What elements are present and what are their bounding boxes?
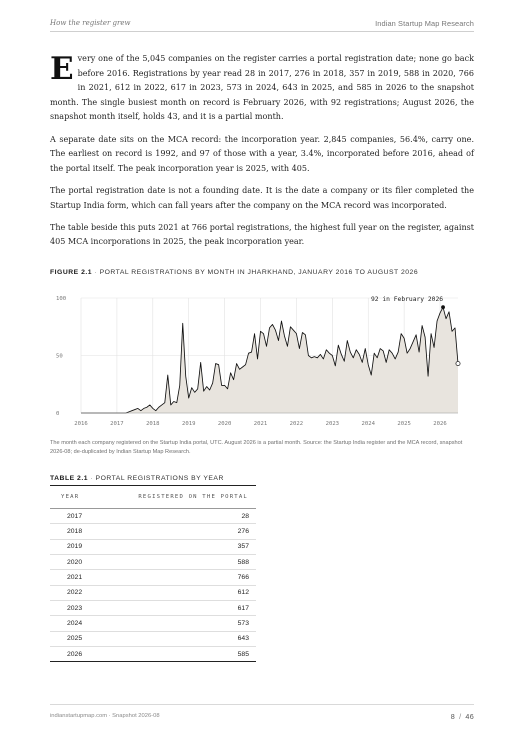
- figure-separator: ·: [94, 269, 98, 276]
- paragraph-3: The portal registration date is not a founding date. It is the date a company or its filer completed the Startup India form, which can fall years after the company on the MCA record was incorporated.: [50, 185, 474, 210]
- registrations-table: [50, 485, 256, 662]
- table-caption: [50, 475, 350, 482]
- table-row: [50, 555, 256, 570]
- page-footer: [50, 710, 474, 722]
- table-label: TABLE 2.1: [50, 475, 88, 482]
- series-area: [81, 307, 458, 413]
- table-row: [50, 540, 256, 555]
- paragraph-4: The table beside this puts 2021 at 766 portal registrations, the highest full year on the register, against 405 MCA incorporations in 2025, the peak incorporation year.: [50, 222, 474, 247]
- row-value: 588: [237, 558, 249, 566]
- drop-cap: E: [50, 51, 74, 87]
- table-header: [50, 486, 256, 509]
- row-value: 585: [237, 650, 249, 658]
- row-year: 2018: [67, 528, 83, 536]
- x-tick-label: 2016: [74, 421, 88, 427]
- row-value: 573: [237, 620, 249, 628]
- x-tick-label: 2020: [217, 421, 232, 427]
- figure-caption: [50, 269, 480, 276]
- current-page: 8: [450, 711, 456, 721]
- figure-label: FIGURE 2.1: [50, 269, 93, 276]
- footer-rule: [50, 704, 474, 705]
- row-year: 2020: [67, 558, 83, 566]
- row-value: 643: [237, 635, 249, 643]
- paragraph-2: A separate date sits on the MCA record: the incorporation year. 2,845 companies, 56.4%, carry one. The earliest on record is 1992, and 97 of those with a year, 3.4%, incorporated before 2016, ahead of the portal itself. The peak incorporation year is 2025, with 405.: [50, 134, 474, 173]
- x-tick-label: 2025: [397, 421, 411, 427]
- table-row: [50, 570, 256, 585]
- chapter-title: How the register grew: [50, 19, 131, 27]
- x-tick-label: 2017: [110, 421, 124, 427]
- y-tick-label: 50: [56, 353, 63, 360]
- figure-title: PORTAL REGISTRATIONS BY MONTH IN JHARKHAND, JANUARY 2016 TO AUGUST 2026: [99, 269, 419, 276]
- row-value: 357: [237, 543, 249, 551]
- running-head: [50, 16, 474, 30]
- table-row: [50, 632, 256, 647]
- publication-name: Indian Startup Map Research: [375, 18, 474, 28]
- table-row: [50, 601, 256, 616]
- row-value: 617: [237, 604, 249, 612]
- row-value: 276: [237, 528, 249, 536]
- page-slash: /: [459, 711, 462, 721]
- row-year: 2019: [67, 543, 83, 551]
- row-year: 2023: [67, 604, 83, 612]
- row-year: 2026: [67, 650, 83, 658]
- row-value: 612: [237, 589, 249, 597]
- total-pages: 46: [465, 711, 474, 721]
- y-tick-label: 0: [56, 411, 60, 417]
- column-header-registered: REGISTERED ON THE PORTAL: [138, 494, 248, 500]
- x-tick-label: 2023: [325, 421, 340, 427]
- body-text: [50, 52, 474, 258]
- row-year: 2024: [67, 620, 83, 628]
- chart-svg: [50, 286, 474, 432]
- page-number: [451, 712, 474, 721]
- table-separator: ·: [90, 475, 94, 482]
- row-year: 2017: [67, 512, 83, 520]
- row-year: 2021: [67, 574, 83, 582]
- row-value: 766: [237, 574, 249, 582]
- paragraph-1-text: very one of the 5,045 companies on the register carries a portal registration date; none go back before 2016. Registrations by year read 28 in 2017, 276 in 2018, 357 in 2019, 588 in 2020, 766 in 2021, 612 in 2022, 617 in 2023, 573 in 2024, 643 in 2025, and 585 in 2026 to the snapshot month. The single busiest month on record is February 2026, with 92 registrations; August 2026, the snapshot month itself, holds 43, and it is a partial month.: [50, 54, 474, 122]
- x-tick-label: 2026: [433, 421, 447, 427]
- table-row: [50, 509, 256, 524]
- row-year: 2022: [67, 589, 83, 597]
- table-row: [50, 616, 256, 631]
- x-tick-label: 2021: [253, 421, 268, 427]
- column-header-year: YEAR: [61, 494, 80, 500]
- table-row: [50, 647, 256, 661]
- x-tick-label: 2019: [181, 421, 196, 427]
- row-year: 2025: [67, 635, 83, 643]
- table-title: PORTAL REGISTRATIONS BY YEAR: [95, 475, 224, 482]
- peak-annotation: 92 in February 2026: [371, 296, 444, 304]
- peak-point-marker: [441, 305, 445, 309]
- paragraph-1: [50, 52, 474, 125]
- figure-source-note: The month each company registered on the Startup India portal, UTC. August 2026 is a partial month. Source: the Startup India register and the MCA record, snapshot 2026-08; de-duplicated by Indian Startup Map Research.: [50, 440, 463, 456]
- x-tick-label: 2024: [361, 421, 375, 427]
- partial-month-marker: [456, 361, 460, 365]
- table-row: [50, 586, 256, 601]
- row-value: 28: [241, 512, 249, 520]
- x-tick-label: 2018: [146, 421, 160, 427]
- registrations-chart: [50, 286, 474, 432]
- x-tick-label: 2022: [289, 421, 304, 427]
- footer-source: indianstartupmap.com · Snapshot 2026-08: [50, 713, 160, 719]
- header-rule: [50, 31, 474, 32]
- y-tick-label: 100: [56, 296, 67, 302]
- table-row: [50, 524, 256, 539]
